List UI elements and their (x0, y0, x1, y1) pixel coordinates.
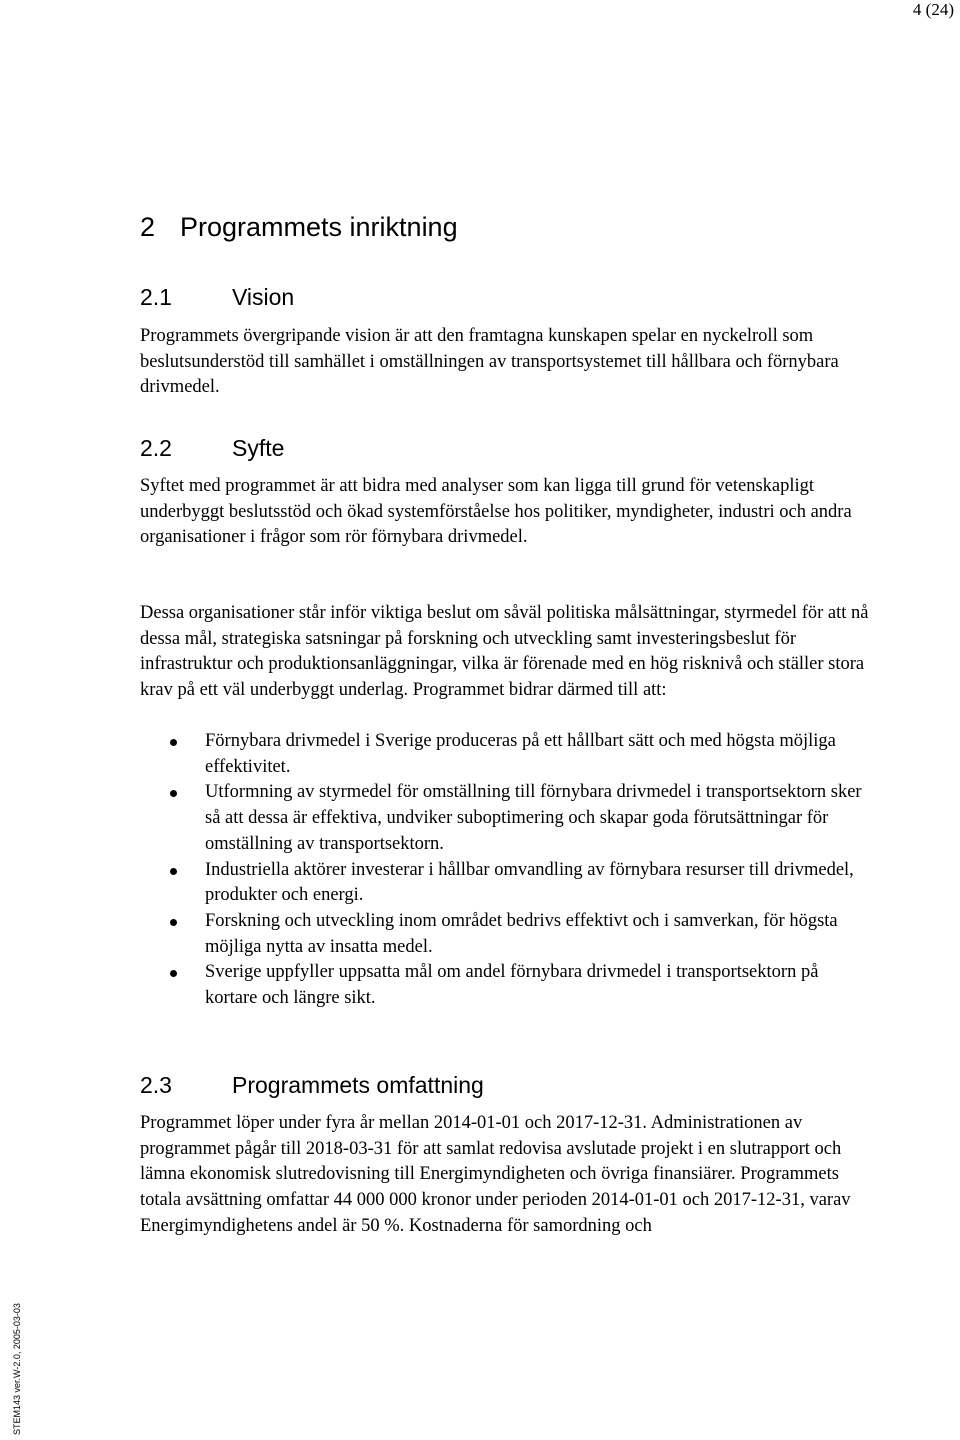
section-heading (140, 212, 458, 243)
vision-paragraph: Programmets övergripande vision är att den framtagna kunskapen spelar en nyckelroll som beslutsunderstöd till samhället i omställningen av transportsystemet till hållbara och förnybara drivmedel. (140, 326, 839, 398)
bullet-icon (170, 919, 177, 926)
template-version-stamp (0, 1300, 22, 1435)
template-version-text: STEM143 ver.W-2.0, 2005-03-03 (12, 1303, 22, 1435)
list-item-text: Utformning av styrmedel för omställning till förnybara drivmedel i transportsektorn sker så att dessa är effektiva, undviker suboptimering och skapar goda förutsättningar för omställning av transportsektorn. (205, 782, 862, 854)
list-item-text: Sverige uppfyller uppsatta mål om andel förnybara drivmedel i transportsektorn på kortare och längre sikt. (205, 962, 819, 1009)
syfte-paragraph-2: Dessa organisationer står inför viktiga beslut om såväl politiska målsättningar, styrmedel för att nå dessa mål, strategiska satsningar på forskning och utveckling samt investeringsbeslut för infrastruktur och produktionsanläggningar, vilka är förenade med en hög risknivå och ställer stora krav på ett väl underbyggt underlag. Programmet bidrar därmed till att: (140, 603, 869, 701)
subsection-title: Programmets omfattning (232, 1072, 484, 1098)
goals-list (140, 729, 875, 1012)
section-number: 2 (140, 212, 156, 242)
omfattning-paragraph: Programmet löper under fyra år mellan 2014-01-01 och 2017-12-31. Administrationen av programmet pågår till 2018-03-31 för att samlat redovisa avslutade projekt i en slutrapport och lämna ekonomisk slutredovisning till Energimyndigheten och övriga finansiärer. Programmets totala avsättning omfattar 44 000 000 kronor under perioden 2014-01-01 och 2017-12-31, varav Energimyndighetens andel är 50 %. Kostnaderna för samordning och (140, 1113, 851, 1236)
bullet-icon (170, 970, 177, 977)
list-item (140, 960, 875, 1011)
list-item (140, 858, 875, 909)
page-number: 4 (24) (912, 0, 954, 19)
list-item (140, 729, 875, 780)
list-item (140, 780, 875, 857)
bullet-icon (170, 739, 177, 746)
subsection-number: 2.1 (140, 284, 172, 310)
subsection-heading-omfattning (140, 1072, 484, 1099)
subsection-title: Syfte (232, 435, 285, 461)
subsection-heading-vision (140, 284, 294, 311)
subsection-title: Vision (232, 284, 295, 310)
bullet-icon (170, 868, 177, 875)
subsection-heading-syfte (140, 435, 284, 462)
syfte-paragraph-1: Syftet med programmet är att bidra med analyser som kan ligga till grund för vetenskapligt underbyggt beslutsstöd och ökad systemförståelse hos politiker, myndigheter, industri och andra organisationer i frågor som rör förnybara drivmedel. (140, 476, 852, 548)
section-title: Programmets inriktning (180, 212, 458, 242)
list-item-text: Forskning och utveckling inom området bedrivs effektivt och i samverkan, för högsta möjliga nytta av insatta medel. (205, 910, 838, 957)
bullet-icon (170, 790, 177, 797)
subsection-number: 2.3 (140, 1072, 172, 1098)
list-item-text: Industriella aktörer investerar i hållbar omvandling av förnybara resurser till drivmedel, produkter och energi. (205, 859, 854, 906)
list-item-text: Förnybara drivmedel i Sverige produceras på ett hållbart sätt och med högsta möjliga effektivitet. (205, 731, 836, 777)
subsection-number: 2.2 (140, 435, 172, 461)
list-item (140, 909, 875, 960)
